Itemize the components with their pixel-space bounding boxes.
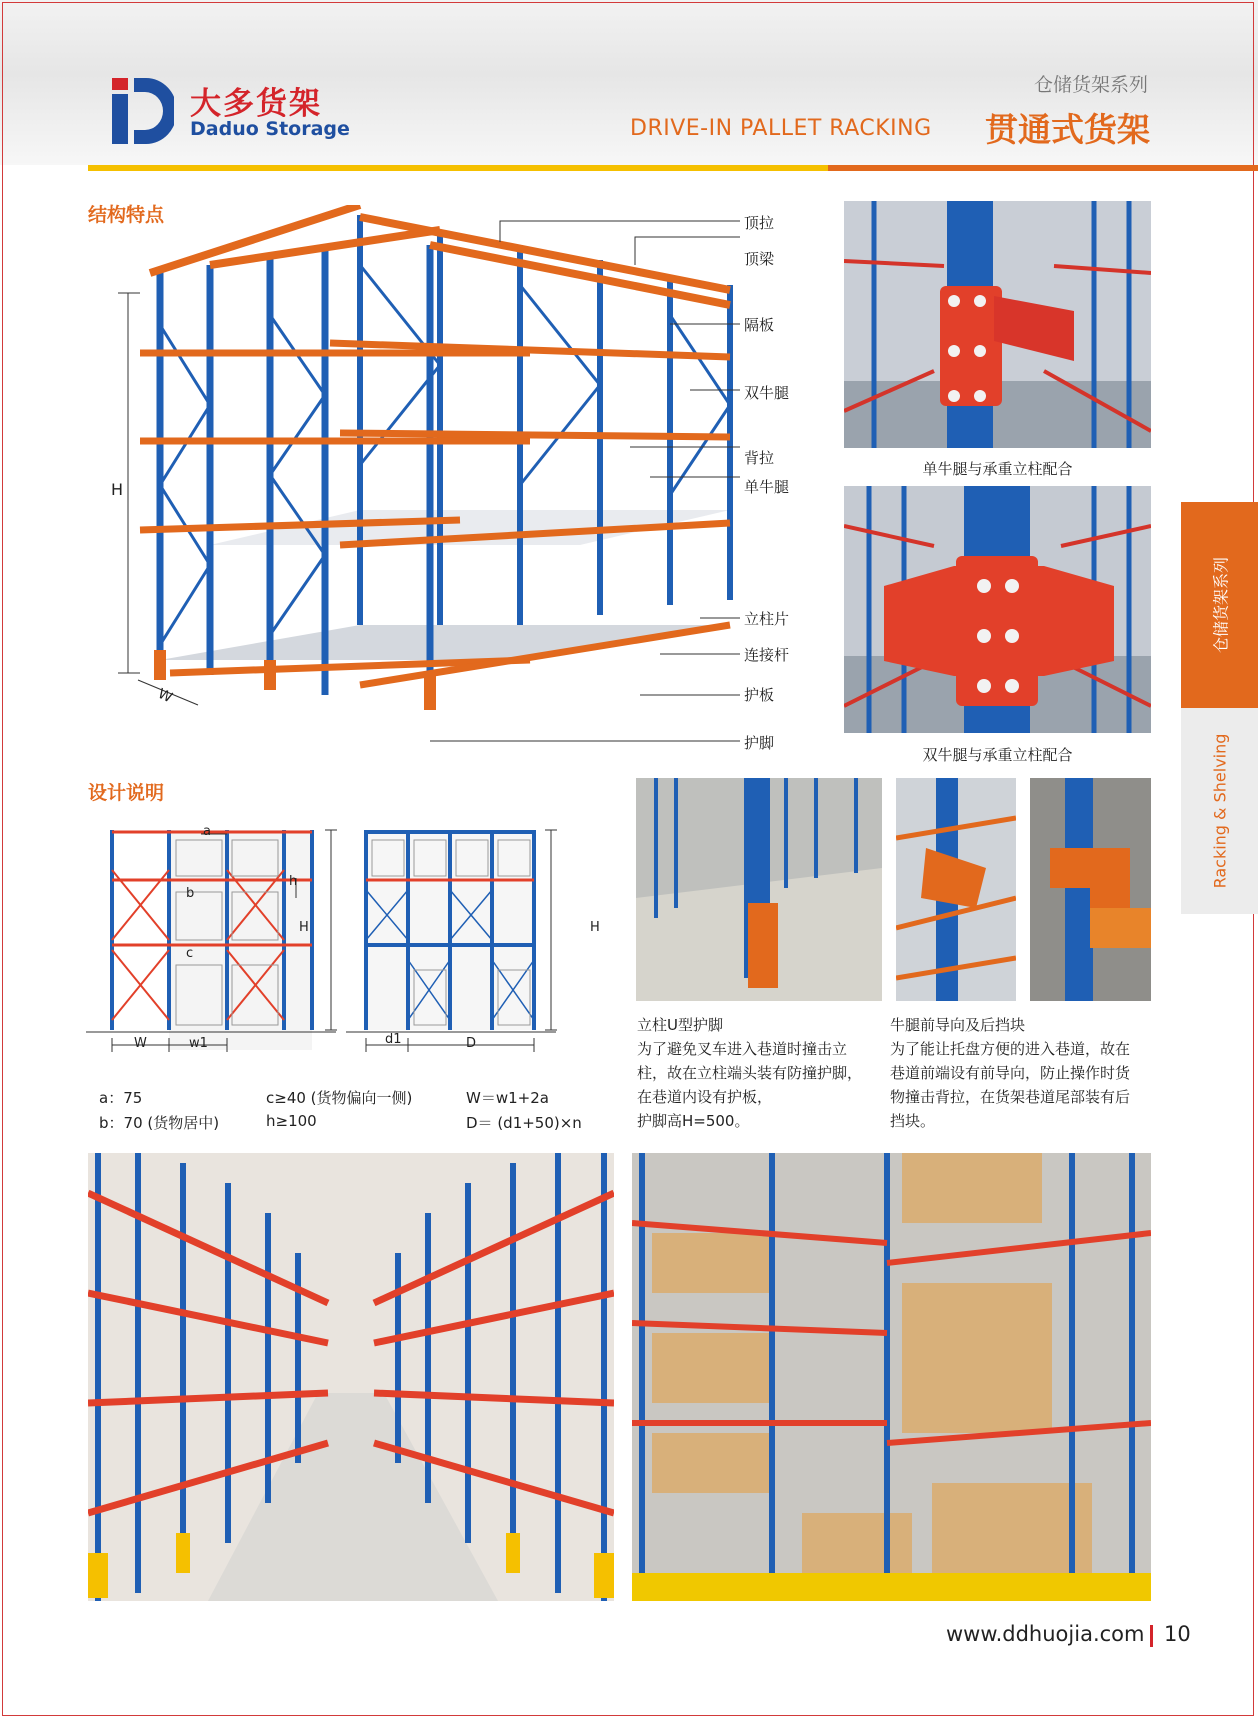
formula-b: b：70 (货物居中) (99, 1114, 220, 1132)
warehouse-aisle-photo (88, 1153, 614, 1601)
diagram-label-a: a (203, 824, 211, 839)
guard-foot-line: 在巷道内设有护板， (637, 1088, 773, 1106)
diagram-label-W: W (134, 1036, 147, 1051)
callout-back-tie: 背拉 (744, 449, 775, 467)
brand-name-en: Daduo Storage (190, 118, 350, 140)
guide-stop-line: 物撞击背拉，在货架巷道尾部装有后 (890, 1088, 1131, 1106)
guide-stop-line: 为了能让托盘方便的进入巷道，故在 (890, 1040, 1131, 1058)
guard-foot-line: 为了避免叉车进入巷道时撞击立 (637, 1040, 848, 1058)
brand-name-cn: 大多货架 (190, 86, 322, 122)
guard-foot-line: 护脚高H=500。 (637, 1112, 750, 1130)
rack-structure-illustration (110, 205, 810, 765)
callout-double-bracket: 双牛腿 (744, 384, 790, 402)
diagram-label-h: h (289, 874, 298, 889)
footer-separator (1150, 1625, 1153, 1647)
product-title-cn: 贯通式货架 (985, 110, 1150, 149)
double-bracket-photo (844, 486, 1151, 733)
callout-top-tie: 顶拉 (744, 214, 775, 232)
diagram-label-d1: d1 (385, 1032, 402, 1047)
website-url[interactable]: www.ddhuojia.com (946, 1622, 1145, 1646)
structure-section-title: 结构特点 (88, 204, 165, 226)
callout-top-beam: 顶梁 (744, 250, 775, 268)
width-dimension-label: W (155, 685, 175, 707)
single-bracket-photo (844, 201, 1151, 448)
callout-connecting-bar: 连接杆 (744, 646, 790, 664)
diagram-label-height-front: H (299, 920, 309, 935)
front-guide-photo (896, 778, 1016, 1001)
series-label: 仓储货架系列 (1033, 74, 1148, 96)
guard-foot-photo (636, 778, 882, 1001)
diagram-label-c: c (186, 946, 194, 961)
callout-single-bracket: 单牛腿 (744, 478, 790, 496)
design-diagrams (86, 820, 626, 1060)
rear-stop-photo (1030, 778, 1151, 1001)
diagram-label-height-side: H (590, 920, 600, 935)
formula-c: c≥40 (货物偏向一侧) (266, 1089, 413, 1107)
double-bracket-caption: 双牛腿与承重立柱配合 (922, 746, 1073, 764)
guide-stop-line: 巷道前端设有前导向，防止操作时货 (890, 1064, 1131, 1082)
side-tab-category-label: Racking & Shelving (1210, 733, 1229, 889)
brand-logo-icon (112, 78, 174, 144)
formula-h: h≥100 (266, 1112, 317, 1130)
side-tab-category (1181, 708, 1258, 914)
page-number: 10 (1164, 1622, 1191, 1646)
side-tab-series-label: 仓储货架系列 (1211, 556, 1230, 654)
callout-upright-frame: 立柱片 (744, 610, 790, 628)
height-dimension-label: H (111, 480, 124, 499)
callout-guard-plate: 护板 (744, 686, 775, 704)
diagram-label-D: D (466, 1036, 477, 1051)
product-title-en: DRIVE-IN PALLET RACKING (630, 116, 932, 141)
header-rule-yellow (88, 165, 828, 171)
side-tab-series (1181, 502, 1258, 708)
guide-stop-line: 挡块。 (890, 1112, 936, 1130)
formula-W: W＝w1+2a (466, 1089, 549, 1107)
design-section-title: 设计说明 (88, 782, 165, 804)
callout-divider: 隔板 (744, 316, 775, 334)
formula-a: a：75 (99, 1089, 143, 1107)
guard-foot-title: 立柱U型护脚 (637, 1016, 723, 1034)
guard-foot-line: 柱，故在立柱端头装有防撞护脚， (637, 1064, 863, 1082)
warehouse-loaded-photo (632, 1153, 1151, 1601)
formula-D: D＝ (d1+50)×n (466, 1114, 582, 1132)
guide-stop-description (890, 1037, 1130, 1133)
header-rule-orange (828, 165, 1258, 171)
guide-stop-title: 牛腿前导向及后挡块 (890, 1016, 1026, 1034)
callout-guard-foot: 护脚 (744, 734, 775, 752)
diagram-label-b: b (186, 886, 195, 901)
guard-foot-description (637, 1037, 862, 1133)
diagram-label-w1: w1 (189, 1036, 208, 1051)
single-bracket-caption: 单牛腿与承重立柱配合 (922, 460, 1073, 478)
